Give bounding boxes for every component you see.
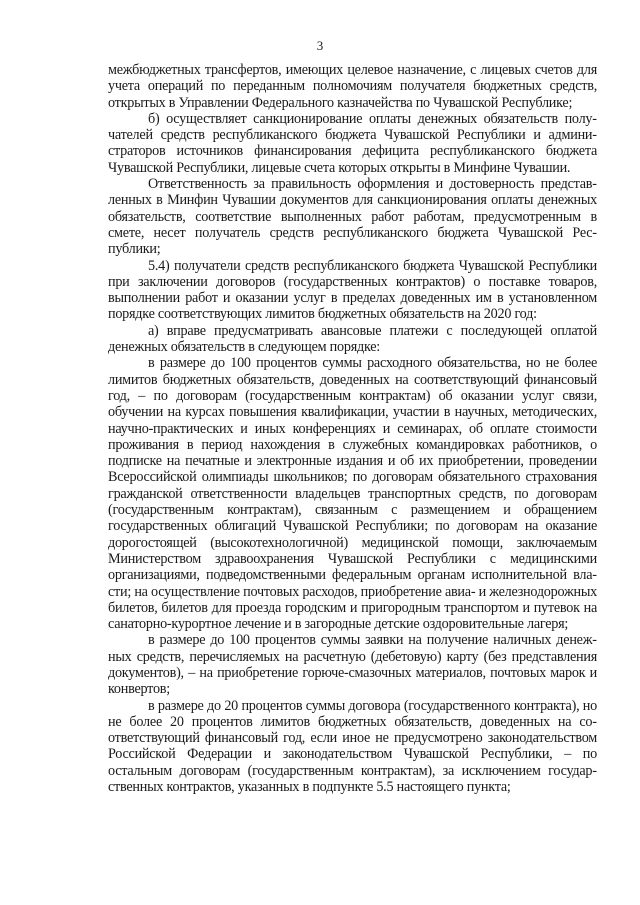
paragraph-5-4: 5.4) получатели средств республиканского бюджета Чувашской Республики при заключении договоров (государственных контрактов) о поставке товаров, выполнении работ и оказании услуг в пределах доведенных им в установленном порядке соответствующих лимитов бюджетных обязательств на 2020 год: [108, 257, 597, 323]
paragraph-cash-100-percent: в размере до 100 процентов суммы заявки на получение наличных денежных средств, перечисляемых на расчетную (дебетовую) карту (без представления документов), – на приобретение горюче-смазочных материалов, почтовых марок и конвертов; [108, 632, 597, 698]
paragraph-advance-100-percent: в размере до 100 процентов суммы расходного обязательства, но не более лимитов бюджетных обязательств, доведенных на соответствующий финансовый год, – по договорам (государственным контрактам) об оказании услуг связи, обучении на курсах повышения квалификации, участии в научных, методических, научно-практических и иных конференциях и семинарах, об оплате стоимости проживания в период нахождения в служебных командировках работников, о подписке на печатные и электронные издания и об их приобретении, проведении Всероссийской олимпиады школьников; по договорам обязательного страхования гражданской ответственности владельцев транспортных средств, по договорам (государственным контрактам), связанным с размещением и обращением государственных облигаций Чувашской Республики; по договорам на оказание дорогостоящей (высокотехнологичной) медицинской помощи, заключаемым Министерством здравоохранения Чувашской Республики с медицинскими организациями, подведомственными федеральным органам исполнительной власти; на осуществление почтовых расходов, приобретение авиа- и железнодорожных билетов, билетов для проезда городским и пригородным транспортом и путевок на санаторно-курортное лечение и в загородные детские оздоровительные лагеря; [108, 355, 597, 633]
paragraph-continuation: межбюджетных трансфертов, имеющих целевое назначение, с лицевых счетов для учета операций по переданным полномочиям получателя бюджетных средств, открытых в Управлении Федерального казначейства по Чувашской Республике; [108, 62, 597, 111]
paragraph-advance-20-percent: в размере до 20 процентов суммы договора (государственного контракта), но не более 20 процентов лимитов бюджетных обязательств, доведенных на соответствующий финансовый год, если иное не предусмотрено законодательством Российской Федерации и законодательством Чувашской Республики, – по остальным договорам (государственным контрактам), за исключением государственных контрактов, указанных в подпункте 5.5 настоящего пункта; [108, 697, 597, 796]
paragraph-item-a: а) вправе предусматривать авансовые платежи с последующей оплатой денежных обязательств в следующем порядке: [108, 322, 597, 356]
page-number: 3 [316, 38, 324, 53]
document-body [108, 62, 597, 795]
paragraph-item-b: б) осуществляет санкционирование оплаты денежных обязательств получателей средств республиканского бюджета Чувашской Республики и администраторов источников финансирования дефицита республиканского бюджета Чувашской Республики, лицевые счета которых открыты в Минфине Чувашии. [108, 110, 597, 176]
paragraph-responsibility: Ответственность за правильность оформления и достоверность представленных в Минфин Чувашии документов для санкционирования оплаты денежных обязательств, соответствие выполненных работ работам, предусмотренным в смете, несет получатель средств республиканского бюджета Чувашской Республики; [108, 176, 597, 258]
